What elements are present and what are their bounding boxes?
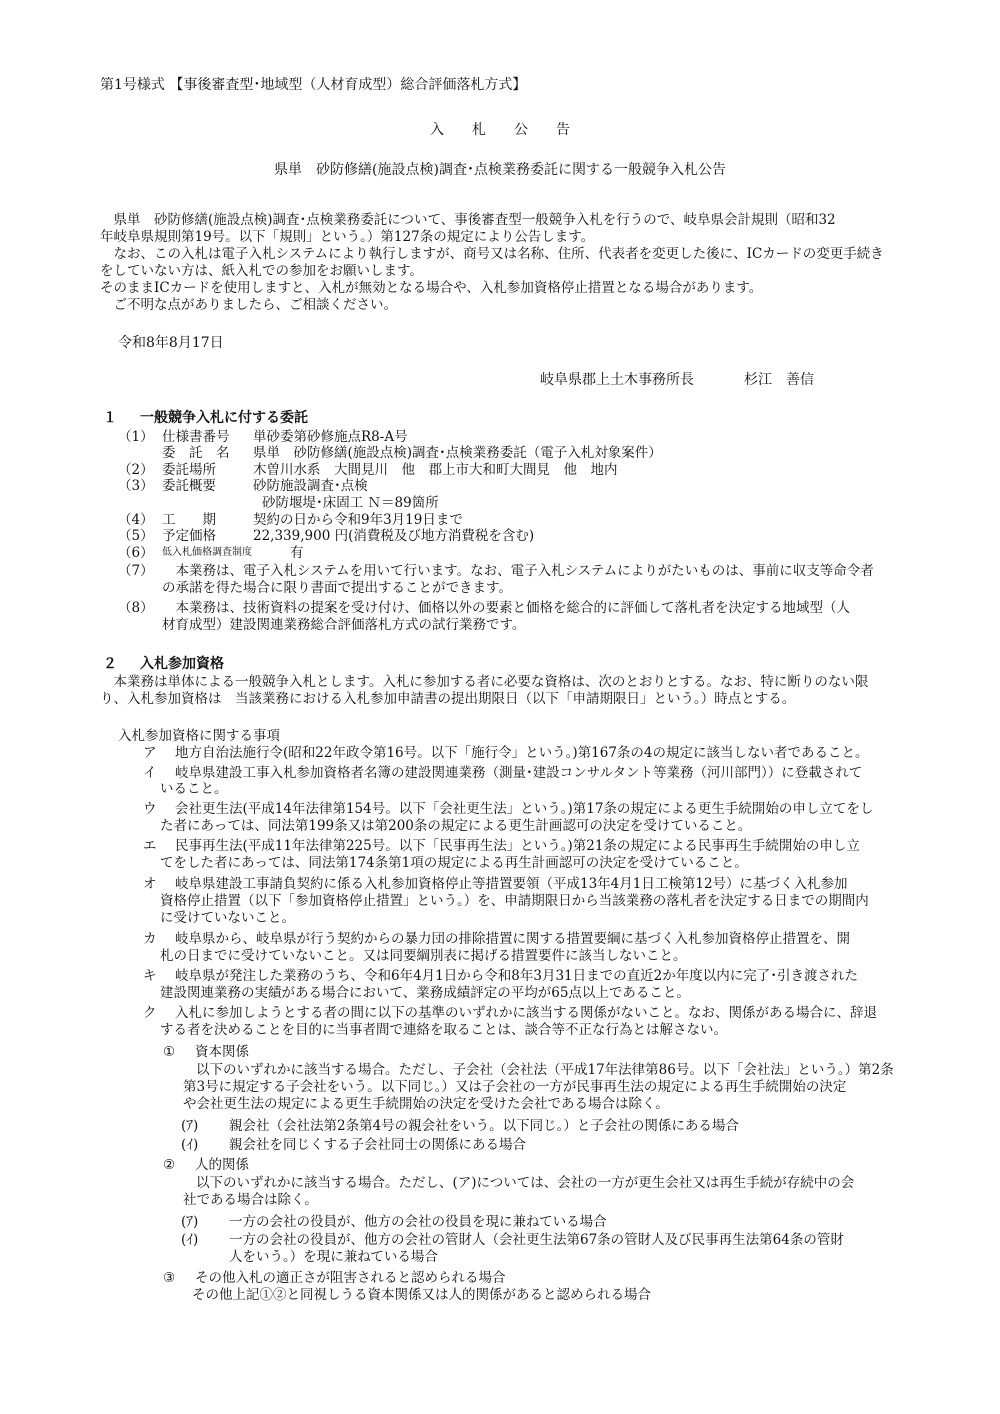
sub-text: その他上記①②と同視しうる資本関係又は人的関係があると認められる場合: [192, 1287, 651, 1303]
item-value: 単砂委第砂修施点R8-A号: [253, 429, 408, 445]
item-text: 札の日までに受けていないこと。又は同要綱別表に掲げる措置要件に該当しないこと。: [160, 948, 687, 964]
sub-text: 以下のいずれかに該当する場合。ただし、子会社（会社法（平成17年法律第86号。以下「会社法」という。）第2条: [196, 1062, 894, 1078]
sub-title: その他入札の適正さが阻害されると認められる場合: [195, 1270, 506, 1286]
section-number: ２: [103, 656, 117, 672]
item-text: 会社更生法(平成14年法律第154号。以下「会社更生法」という。)第17条の規定による更生手続開始の申し立てをし: [175, 801, 874, 817]
item-text: の承諾を得た場合に限り書面で提出することができます。: [162, 580, 512, 596]
item-text: 入札に参加しようとする者の間に以下の基準のいずれかに該当する関係がないこと。なお、関係がある場合に、辞退: [175, 1005, 877, 1021]
sub-sub-mark: (ｱ): [181, 1118, 199, 1134]
item-label: 委託場所: [162, 462, 216, 478]
intro-line: そのままICカードを使用しますと、入札が無効となる場合や、入札参加資格停止措置となる場合があります。: [100, 280, 763, 296]
item-number: （2）: [118, 462, 154, 478]
item-text: てをした者にあっては、同法第174条第1項の規定による再生計画認可の決定を受けていること。: [160, 855, 748, 871]
issuer-title: 岐阜県郡上土木事務所長: [540, 372, 694, 388]
item-mark: ア: [143, 745, 157, 761]
item-text: 岐阜県建設工事入札参加資格者名簿の建設関連業務（測量･建設コンサルタント等業務（河川部門））に登載されて: [175, 765, 863, 781]
intro-line: 年岐阜県規則第19号。以下「規則」という。）第127条の規定により公告します。: [100, 229, 595, 245]
sub-mark: ②: [163, 1157, 176, 1173]
item-text: た者にあっては、同法第199条又は第200条の規定による更生計画認可の決定を受けていること。: [160, 818, 752, 834]
item-value: 県単 砂防修繕(施設点検)調査･点検業務委託（電子入札対象案件）: [253, 445, 662, 461]
sub-sub-text: 親会社（会社法第2条第4号の親会社をいう。以下同じ。）と子会社の関係にある場合: [229, 1118, 739, 1134]
item-value: 有: [290, 545, 304, 561]
notice-subject: 県単 砂防修繕(施設点検)調査･点検業務委託に関する一般競争入札公告: [274, 162, 726, 178]
section-intro-line: り、入札参加資格は 当該業務における入札参加申請書の提出期限日（以下「申請期限日」という。）時点とする。: [100, 691, 796, 707]
item-value: 木曽川水系 大間見川 他 郡上市大和町大間見 他 地内: [253, 462, 618, 478]
item-value: 22,339,900 円(消費税及び地方消費税を含む): [253, 528, 535, 544]
sub-text: 第3号に規定する子会社をいう。以下同じ。）又は子会社の一方が民事再生法の規定による再生手続開始の決定: [183, 1079, 847, 1095]
item-text: 地方自治法施行令(昭和22年政令第16号。以下「施行令」という。)第167条の4の規定に該当しない者であること。: [175, 745, 869, 761]
sub-sub-mark: (ｲ): [181, 1232, 199, 1248]
sub-mark: ③: [163, 1270, 176, 1286]
item-label: 仕様書番号: [162, 429, 230, 445]
item-text: 民事再生法(平成11年法律第225号。以下「民事再生法」という。)第21条の規定による民事再生手続開始の申し立: [175, 838, 860, 854]
form-header: 第1号様式 【事後審査型･地域型（人材育成型）総合評価落札方式】: [100, 77, 527, 93]
item-value: 砂防施設調査･点検: [253, 478, 368, 494]
item-label: 委 託 名: [162, 445, 230, 461]
item-label: 委託概要: [162, 478, 216, 494]
sub-sub-text: 人をいう。）を現に兼ねている場合: [229, 1249, 438, 1265]
sub-sub-mark: (ｲ): [181, 1137, 199, 1153]
sub-sub-text: 親会社を同じくする子会社同士の関係にある場合: [229, 1137, 526, 1153]
item-mark: キ: [143, 968, 157, 984]
intro-line: ご不明な点がありましたら、ご相談ください。: [100, 297, 397, 313]
item-text: に受けていないこと。: [160, 910, 295, 926]
item-label: 低入札価格調査制度: [162, 547, 252, 558]
item-mark: エ: [143, 838, 157, 854]
item-number: （4）: [118, 512, 154, 528]
section-intro-line: 本業務は単体による一般競争入札とします。入札に参加する者に必要な資格は、次のとおりとする。なお、特に断りのない限: [100, 674, 869, 690]
section-title: 一般競争入札に付する委託: [140, 410, 308, 426]
notice-date: 令和8年8月17日: [118, 335, 224, 351]
item-label: 工 期: [162, 512, 216, 528]
sub-sub-mark: (ｱ): [181, 1214, 199, 1230]
item-text: 建設関連業務の実績がある場合において、業務成績評定の平均が65点以上であること。: [160, 985, 690, 1001]
sub-mark: ①: [163, 1044, 176, 1060]
item-text: 本業務は、電子入札システムを用いて行います。なお、電子入札システムによりがたいものは、事前に収支等命令者: [162, 563, 874, 579]
item-text: 本業務は、技術資料の提案を受け付け、価格以外の要素と価格を総合的に評価して落札者を決定する地域型（人: [162, 600, 850, 616]
sub-title: 人的関係: [195, 1157, 249, 1173]
item-text: 材育成型）建設関連業務総合評価落札方式の試行業務です。: [162, 617, 526, 633]
sub-text: 以下のいずれかに該当する場合。ただし、(ア)については、会社の一方が更生会社又は再生手続が存続中の会: [196, 1175, 855, 1191]
doc-type-title: 入 札 公 告: [430, 122, 570, 138]
intro-line: 県単 砂防修繕(施設点検)調査･点検業務委託について、事後審査型一般競争入札を行うので、岐阜県会計規則（昭和32: [100, 212, 836, 228]
item-mark: カ: [143, 931, 157, 947]
section-number: １: [103, 410, 117, 426]
item-value: 契約の日から令和9年3月19日まで: [253, 512, 463, 528]
sub-text: 社である場合は除く。: [183, 1192, 318, 1208]
item-text: 岐阜県から、岐阜県が行う契約からの暴力団の排除措置に関する措置要綱に基づく入札参加資格停止措置を、開: [175, 931, 850, 947]
sub-title: 資本関係: [195, 1044, 249, 1060]
item-number: （5）: [118, 528, 154, 544]
item-text: する者を決めることを目的に当事者間で連絡を取ることは、談合等不正な行為とは解さない。: [160, 1022, 727, 1038]
section-title: 入札参加資格: [140, 656, 224, 672]
item-value: 砂防堰堤･床固工 Ｎ＝89箇所: [262, 495, 439, 511]
sub-text: や会社更生法の規定による更生手続開始の決定を受けた会社である場合は除く。: [183, 1096, 669, 1112]
item-mark: ク: [143, 1005, 157, 1021]
item-text: いること。: [160, 781, 228, 797]
item-number: （3）: [118, 478, 154, 494]
issuer-name: 杉江 善信: [744, 372, 814, 388]
intro-line: をしていない方は、紙入札での参加をお願いします。: [100, 263, 423, 279]
item-number: （1）: [118, 429, 154, 445]
item-mark: イ: [143, 765, 157, 781]
item-number: （6）: [118, 545, 154, 561]
intro-line: なお、この入札は電子入札システムにより執行しますが、商号又は名称、住所、代表者を変更した後に、ICカードの変更手続き: [100, 246, 884, 262]
item-label: 予定価格: [162, 528, 216, 544]
sub-sub-text: 一方の会社の役員が、他方の会社の役員を現に兼ねている場合: [229, 1214, 607, 1230]
item-text: 岐阜県建設工事請負契約に係る入札参加資格停止等措置要領（平成13年4月1日工検第12号）に基づく入札参加: [175, 876, 848, 892]
item-mark: オ: [143, 876, 157, 892]
item-number: （7）: [118, 563, 154, 579]
item-number: （8）: [118, 600, 154, 616]
sub-sub-text: 一方の会社の役員が、他方の会社の管財人（会社更生法第67条の管財人及び民事再生法第64条の管財: [229, 1232, 844, 1248]
item-text: 岐阜県が発注した業務のうち、令和6年4月1日から令和8年3月31日までの直近2か年度以内に完了･引き渡された: [175, 968, 858, 984]
item-mark: ウ: [143, 801, 157, 817]
item-text: 資格停止措置（以下「参加資格停止措置」という。）を、申請期限日から当該業務の落札者を決定する日までの期間内: [160, 893, 869, 909]
subheading: 入札参加資格に関する事項: [118, 728, 280, 744]
